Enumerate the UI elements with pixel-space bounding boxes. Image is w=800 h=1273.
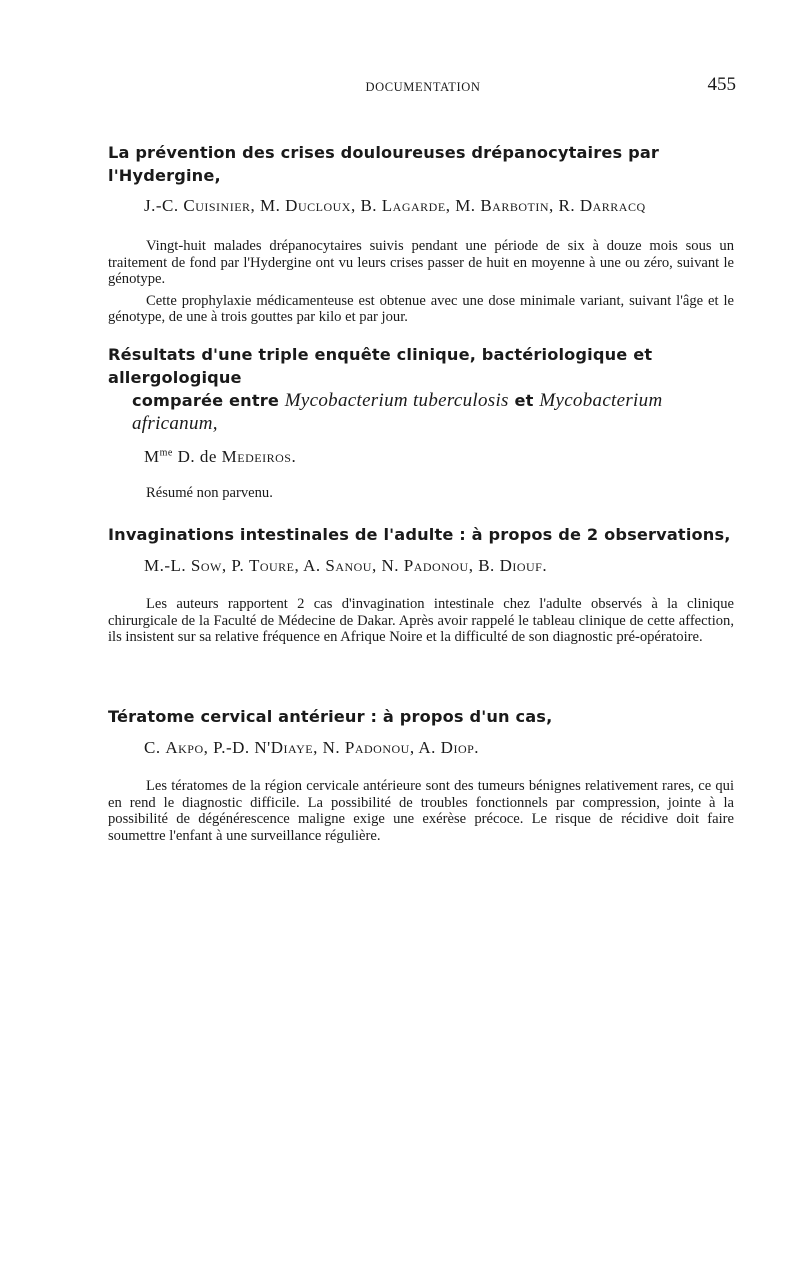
author-surname: Ducloux: [285, 196, 351, 215]
title-line-1: Résultats d'une triple enquête clinique, bactériologique et allergologique: [108, 345, 653, 387]
author-initials: P.: [231, 556, 245, 575]
abstract-paragraph: Les auteurs rapportent 2 cas d'invagination intestinale chez l'adulte observés à la clinique chirurgicale de la Faculté de Médecine de Dakar. Après avoir rappelé le tableau clinique de cette affection, ils insistent sur sa relative fréquence en Afrique Noire et la difficulté de son diagnostic pré-opératoire.: [108, 596, 734, 645]
abstract-body: [108, 596, 734, 646]
author-list: C. Akpo, P.-D. N'Diaye, N. Padonou, A. Diop.: [144, 738, 480, 757]
author-initials: B.: [360, 196, 378, 215]
author-surname: Sow: [190, 556, 222, 575]
author-title: M: [144, 447, 160, 466]
author-initials: M.-L.: [144, 556, 187, 575]
author-initials: M.: [455, 196, 476, 215]
author-surname: Toure: [248, 556, 295, 575]
running-header: [0, 74, 800, 98]
title-text: et: [508, 391, 540, 410]
abstract-hydergine: [108, 141, 734, 331]
author-list: M.-L. Sow, P. Toure, A. Sanou, N. Padonou, B. Diouf.: [144, 556, 548, 575]
page-number: 455: [707, 74, 736, 95]
author-surname: Medeiros.: [221, 447, 297, 466]
author-initials: N.: [322, 738, 341, 757]
author-initials: M.: [260, 196, 281, 215]
abstract-title: [108, 343, 734, 435]
title-text: comparée entre: [132, 391, 285, 410]
abstract-body: [108, 485, 734, 502]
author-surname: Diop: [440, 738, 475, 757]
author-name: D. de: [172, 447, 222, 466]
abstract-title: Tératome cervical antérieur : à propos d'un cas,: [108, 707, 553, 726]
abstract-paragraph: Les tératomes de la région cervicale antérieure sont des tumeurs bénignes relativement rares, ce qui en rend le diagnostic difficile. La possibilité de troubles fonctionnels par compression, jointe à la possibilité de dégénérescence maligne exige une exérèse précoce. Le risque de récidive doit faire soumettre l'enfant à une surveillance régulière.: [108, 778, 734, 844]
author-surname: Barbotin: [480, 196, 549, 215]
author-initials: C.: [144, 738, 161, 757]
abstract-paragraph: Cette prophylaxie médicamenteuse est obtenue avec une dose minimale variant, suivant l'âge et le génotype, de une à trois gouttes par kilo et par jour.: [108, 292, 734, 325]
author-initials: R.: [558, 196, 576, 215]
abstract-title: Invaginations intestinales de l'adulte : à propos de 2 observations,: [108, 525, 731, 544]
title-line-3: africanum,: [132, 413, 218, 434]
abstract-paragraph: Vingt-huit malades drépanocytaires suivis pendant une période de six à douze mois sous un traitement de fond par l'Hydergine ont vu leurs crises passer de huit en moyenne à une ou zéro, suivant le génotype.: [108, 238, 734, 287]
title-line-2: [108, 389, 734, 412]
abstract-body: [108, 778, 734, 844]
author-surname: Darracq: [579, 196, 646, 215]
author-title-sup: me: [159, 447, 173, 459]
author-initials: A.: [418, 738, 436, 757]
abstract-mycobacterium: [108, 343, 734, 507]
abstract-body: [108, 238, 734, 326]
author-list: [108, 446, 734, 468]
author-surname: Sanou: [325, 556, 372, 575]
author-surname: Lagarde: [381, 196, 446, 215]
abstract-teratome: [108, 705, 734, 849]
author-initials: A.: [303, 556, 321, 575]
author-surname: Padonou: [403, 556, 469, 575]
author-initials: B.: [478, 556, 495, 575]
author-surname: Diouf: [499, 556, 543, 575]
author-surname: N'Diaye: [254, 738, 314, 757]
running-title: DOCUMENTATION: [365, 80, 481, 94]
author-initials: P.-D.: [213, 738, 250, 757]
author-surname: Padonou: [344, 738, 410, 757]
species-name: Mycobacterium tuberculosis: [284, 390, 509, 411]
abstract-invaginations: [108, 523, 734, 651]
author-surname: Cuisinier: [183, 196, 251, 215]
author-initials: J.-C.: [144, 196, 179, 215]
author-surname: Akpo: [165, 738, 204, 757]
author-initials: N.: [381, 556, 400, 575]
species-name: Mycobacterium: [539, 390, 663, 411]
abstract-paragraph: Résumé non parvenu.: [146, 485, 273, 501]
abstract-title: La prévention des crises douloureuses drépanocytaires par l'Hydergine,: [108, 143, 660, 185]
author-list: J.-C. Cuisinier, M. Ducloux, B. Lagarde, M. Barbotin, R. Darracq: [144, 196, 646, 215]
